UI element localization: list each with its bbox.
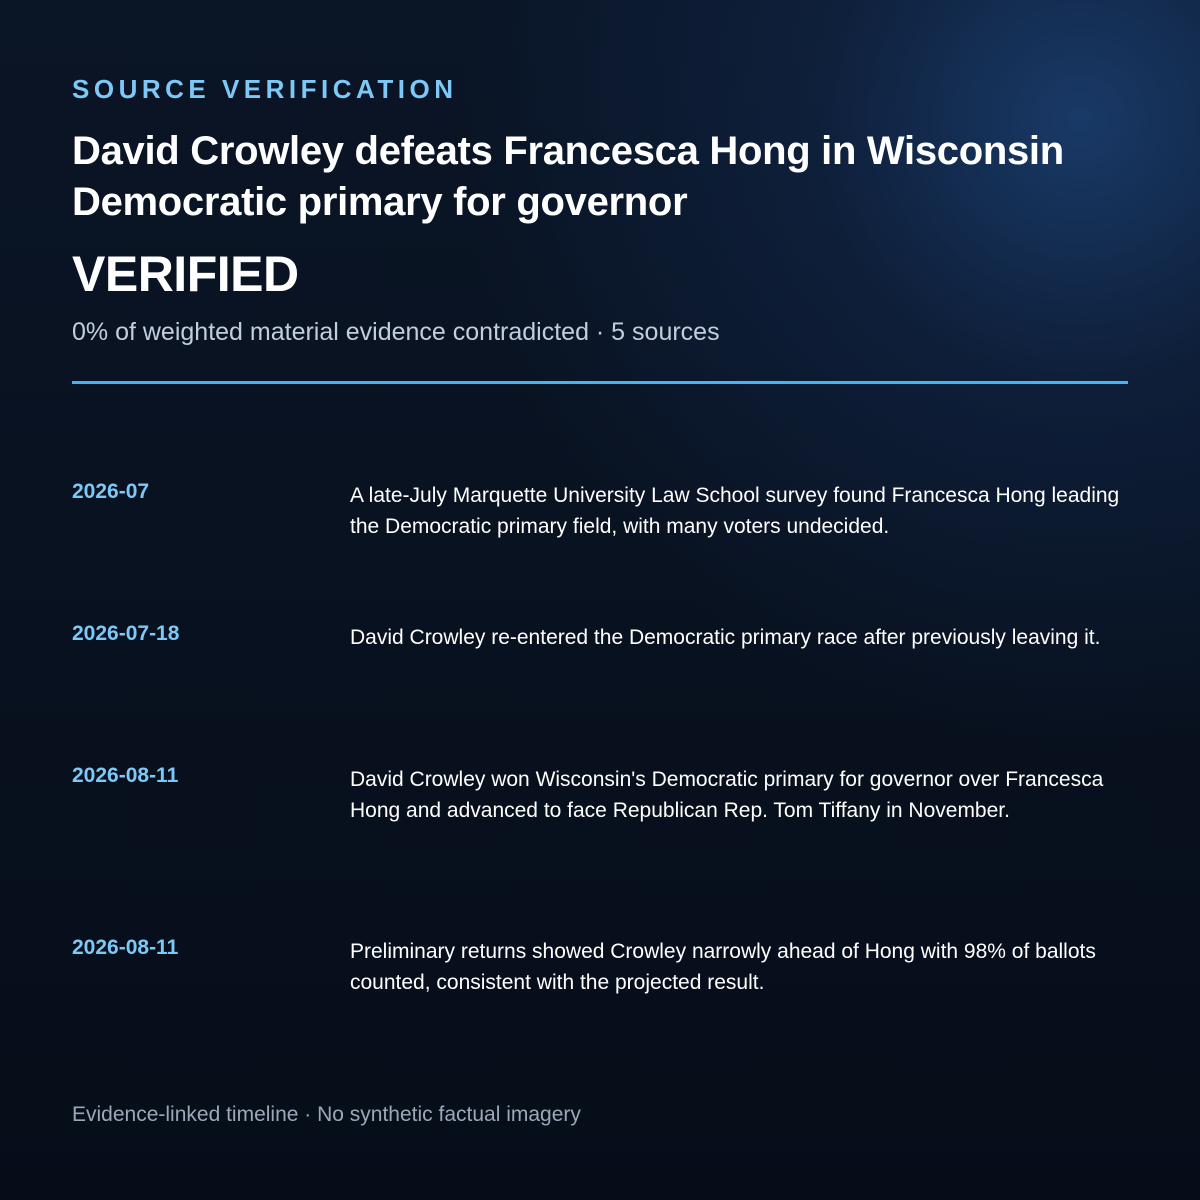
timeline-text: David Crowley won Wisconsin's Democratic primary for governor over Francesca Hong and advanced to face Republican Rep. Tom Tiffany in November. [350,768,1104,822]
timeline-date: 2026-08-11 [72,764,179,787]
timeline-text: A late-July Marquette University Law School survey found Francesca Hong leading the Democratic primary field, with many voters undecided. [350,484,1120,538]
footer-note: Evidence-linked timeline · No synthetic factual imagery [72,1103,581,1126]
timeline-text: Preliminary returns showed Crowley narrowly ahead of Hong with 98% of ballots counted, consistent with the projected result. [350,940,1096,994]
verdict-label: VERIFIED [72,246,299,302]
eyebrow-label: SOURCE VERIFICATION [72,74,458,104]
claim-headline: David Crowley defeats Francesca Hong in Wisconsin Democratic primary for governor [72,129,1064,224]
timeline-date: 2026-08-11 [72,936,179,959]
verification-card [72,0,1128,1200]
evidence-summary: 0% of weighted material evidence contradicted · 5 sources [72,318,720,346]
timeline-date: 2026-07-18 [72,622,180,645]
section-divider [72,381,1128,384]
timeline-text: David Crowley re-entered the Democratic primary race after previously leaving it. [350,626,1101,649]
timeline-date: 2026-07 [72,480,150,503]
